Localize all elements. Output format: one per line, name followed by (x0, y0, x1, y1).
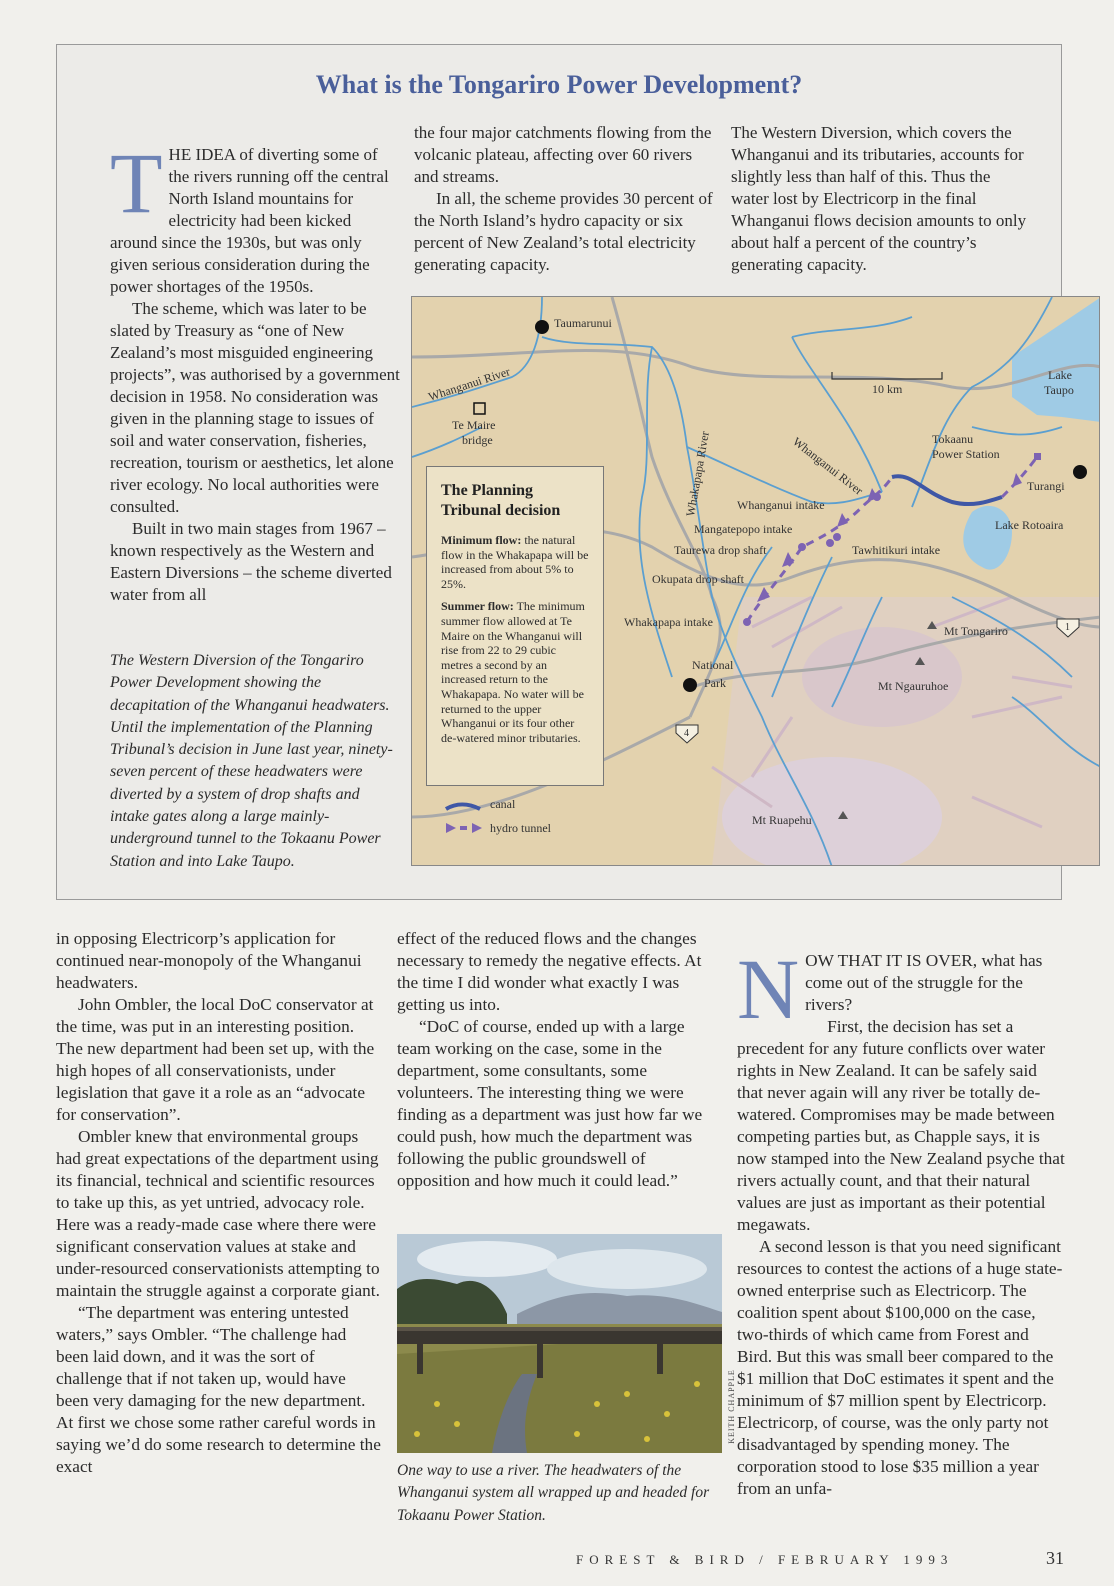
label-park: Park (704, 676, 726, 690)
lake-taupo (1012, 297, 1100, 422)
box-col2-p2: In all, the scheme provides 30 percent of the North Island’s hydro capacity or six percent of New Zealand’s total electricity generating capacity. (414, 189, 713, 274)
label-okupata-drop-shaft: Okupata drop shaft (652, 572, 744, 586)
box-column-1 (110, 122, 400, 606)
box-col1-p3: Built in two main stages from 1967 – known respectively as the Western and Eastern Diversions – the scheme diverted water from all (110, 519, 392, 604)
article-col3-lead: OW THAT IT IS OVER, what has come out of the struggle for the rivers? (805, 951, 1043, 1014)
taumarunui-dot (535, 320, 549, 334)
minimum-flow-text (441, 533, 589, 591)
legend-canal-swatch (446, 805, 480, 810)
label-lake-taupo-1: Lake (1048, 368, 1072, 382)
box-column-3 (731, 122, 1031, 276)
photo-credit (722, 1370, 736, 1450)
summer-flow-body: The minimum summer flow allowed at Te Maire on the Whanganui will rise from 22 to 29 cubic metres a second by an increased return to the Whakapapa. No water will be returned to the upper Whanganui or its four other de-watered minor tributaries. (441, 599, 585, 745)
article-column-3 (737, 928, 1067, 1500)
article-col3-p1b: First, the decision has set a precedent for any future conflicts over water rights in New Zealand. It can be safely said that never again will any river be totally de-watered. Compromises may be made between competing parties but, as Chapple says, it is now stamped into the New Zealand psyche that rivers actually count, and that their natural values are just as important as their potential megawats. (737, 1017, 1065, 1234)
box-col1-lead: HE IDEA of diverting some of the rivers running off the central North Island mountains for electricity had been kicked (168, 145, 389, 230)
label-scale: 10 km (872, 382, 903, 396)
label-turangi: Turangi (1027, 479, 1065, 493)
legend-tunnel-label: hydro tunnel (490, 821, 551, 835)
label-taumarunui: Taumarunui (554, 316, 612, 330)
label-hwy-4: 4 (684, 728, 689, 739)
article-col2-p1: effect of the reduced flows and the changes necessary to remedy the negative effects. At the time I did wonder what exactly I was getting us into. (397, 929, 702, 1014)
photo-svg (397, 1234, 722, 1453)
running-footer: FOREST & BIRD / FEBRUARY 1993 (576, 1552, 954, 1567)
lake-rotoaira (963, 506, 1012, 570)
photo-credit-text: KEITH CHAPPLE (726, 1369, 736, 1444)
summer-flow-text (441, 599, 589, 745)
article-col1-p4: “The department was entering untested waters,” says Ombler. “The challenge had been laid down, and it was the sort of challenge that if not taken up, would have been very damaging for the new department. At first we chose some rather careful words in saying we’d do some research to determine the exact (56, 1303, 381, 1476)
label-mangatepopo-intake: Mangatepopo intake (694, 522, 793, 536)
label-tokaanu-2: Power Station (932, 447, 1000, 461)
legend-tunnel-swatch (446, 823, 482, 833)
label-hwy-1: 1 (1065, 622, 1070, 633)
map-caption: The Western Diversion of the Tongariro Power Development showing the decapitation of the Whanganui headwaters. Until the implementation of the Planning Tribunal’s decision in June last year, ninety-seven percent of these headwaters were diverted by a system of drop shafts and intake gates along a large mainly-underground tunnel to the Tokaanu Power Station and into Lake Taupo. (110, 652, 393, 870)
minimum-flow-body: the natural flow in the Whakapapa will be increased from about 5% to 25%. (441, 533, 589, 591)
box-title: What is the Tongariro Power Development? (315, 70, 803, 99)
article-col1-p2: John Ombler, the local DoC conservator at the time, was put in an interesting position. The new department had been set up, with the high hopes of all conservationists, under legislation that gave it a role as an “advocate for conservation”. (56, 995, 375, 1124)
planning-tribunal-panel (426, 466, 604, 786)
te-maire-bridge-icon (474, 403, 485, 414)
box-col1-rest: around since the 1930s, but was only given serious consideration during the power shortages of the 1950s. (110, 233, 370, 296)
box-col1-p2: The scheme, which was later to be slated by Treasury as “one of New Zealand’s most misguided engineering projects”, was authorised by a government decision in 1958. No consideration was given in the planning stage to issues of soil and water conservation, fisheries, recreation, tourism or aesthetics, let alone river ecology. No local authorities were consulted. (110, 299, 400, 516)
label-te-maire: Te Maire (452, 418, 496, 432)
label-mt-ngauruhoe: Mt Ngauruhoe (878, 679, 949, 693)
label-national: National (692, 658, 734, 672)
label-taurewa-drop-shaft: Taurewa drop shaft (674, 543, 767, 557)
label-lake-taupo-2: Taupo (1044, 383, 1074, 397)
article-col3-p2: A second lesson is that you need significant resources to contest the actions of a huge state-owned enterprise such as Electricorp. The coalition spent about $100,000 on the case, two-thirds of which came from Forest and Bird. But this was small beer compared to the $1 million that DoC estimates it spent and the minimum of $7 million spent by Electricorp. Electricorp, of course, was the only party not disadvantaged by spending money. The corporation stood to lose $35 million a year from an unfa- (737, 1237, 1063, 1498)
label-mt-ruapehu: Mt Ruapehu (752, 813, 812, 827)
label-whanganui-river-west: Whanganui River (426, 364, 512, 404)
photo-pipeline-bridge (397, 1234, 722, 1453)
article-column-1 (56, 928, 381, 1478)
turangi-dot (1073, 465, 1087, 479)
label-tokaanu-1: Tokaanu (932, 432, 974, 446)
label-tawhitikuri-intake: Tawhitikuri intake (852, 543, 941, 557)
drop-cap-t: T (110, 135, 163, 231)
label-whakapapa-river: Whakapapa River (683, 430, 712, 518)
minimum-flow-label: Minimum flow: (441, 533, 522, 547)
box-column-2 (414, 122, 714, 276)
article-col2-p2: “DoC of course, ended up with a large team working on the case, some in the department, some consultants, some volunteers. The interesting thing we were finding as a department was just how far we could push, how much the department was following the public groundswell of opposition and how much it could lead.” (397, 1017, 703, 1190)
label-whakapapa-intake: Whakapapa intake (624, 615, 713, 629)
planning-tribunal-heading: The Planning Tribunal decision (441, 482, 561, 519)
article-col1-p1: in opposing Electricorp’s application for continued near-monopoly of the Whanganui headwaters. (56, 929, 362, 992)
canal (892, 476, 1002, 504)
box-col2-p1: the four major catchments flowing from the volcanic plateau, affecting over 60 rivers and streams. (414, 123, 712, 186)
label-mt-tongariro: Mt Tongariro (944, 624, 1008, 638)
label-bridge: bridge (462, 433, 493, 447)
article-column-2 (397, 928, 722, 1192)
legend-canal-label: canal (490, 797, 516, 811)
page-number: 31 (1046, 1548, 1064, 1568)
label-whanganui-intake: Whanganui intake (737, 498, 825, 512)
label-whanganui-river: Whanganui River (790, 434, 866, 498)
box-col3-p1: The Western Diversion, which covers the Whanganui and its tributaries, accounts for slightly less than half of this. Thus the water lost by Electricorp in the final Whanganui flows decision amounts to only about half a percent of the country’s generating capacity. (731, 123, 1027, 274)
photo-caption: One way to use a river. The headwaters of the Whanganui system all wrapped up and headed for Tokaanu Power Station. (397, 1462, 710, 1524)
national-park-dot (683, 678, 697, 692)
drop-cap-n: N (737, 941, 800, 1037)
summer-flow-label: Summer flow: (441, 599, 514, 614)
label-lake-rotoaira: Lake Rotoaira (995, 518, 1064, 532)
article-col1-p3: Ombler knew that environmental groups had great expectations of the department using its financial, technical and scientific resources to take up this, as yet untried, advocacy role. Here was a ready-made case where there were significant conservation values at stake and under-resourced conservationists attempting to maintain the struggle against a corporate giant. (56, 1127, 380, 1300)
